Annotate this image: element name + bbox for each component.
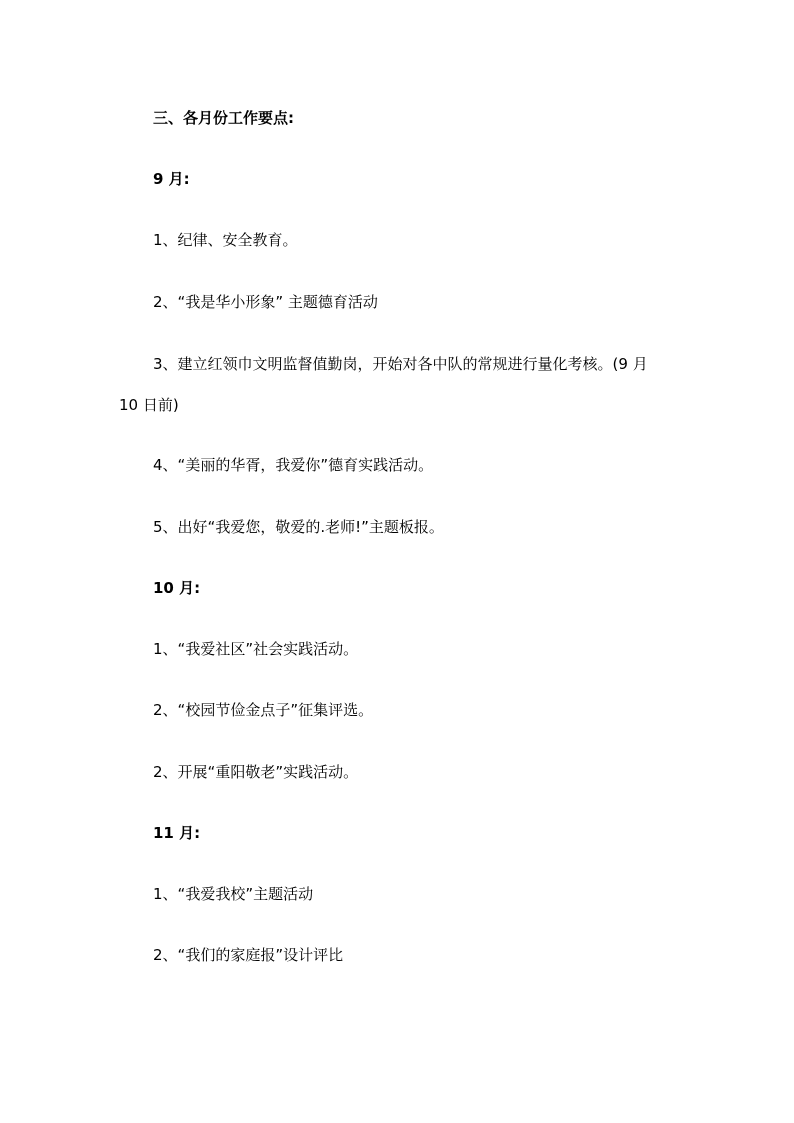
month-heading-october: 10 月: <box>153 579 201 597</box>
list-item: 2、开展“重阳敬老”实践活动。 <box>153 763 359 781</box>
list-item: 2、“校园节俭金点子”征集评选。 <box>153 701 374 719</box>
list-item: 5、出好“我爱您，敬爱的.老师!”主题板报。 <box>153 518 444 536</box>
list-item-continuation: 10 日前) <box>119 396 179 414</box>
list-item: 4、“美丽的华胥，我爱你”德育实践活动。 <box>153 456 434 474</box>
section-heading: 三、各月份工作要点: <box>153 109 294 127</box>
list-item: 1、“我爱社区”社会实践活动。 <box>153 640 359 658</box>
list-item: 1、纪律、安全教育。 <box>153 231 298 249</box>
month-heading-november: 11 月: <box>153 824 201 842</box>
list-item: 2、“我是华小形象” 主题德育活动 <box>153 293 378 311</box>
list-item: 1、“我爱我校”主题活动 <box>153 885 314 903</box>
list-item: 3、建立红领巾文明监督值勤岗，开始对各中队的常规进行量化考核。(9 月 <box>153 355 648 373</box>
list-item: 2、“我们的家庭报”设计评比 <box>153 946 344 964</box>
month-heading-september: 9 月: <box>153 170 190 188</box>
